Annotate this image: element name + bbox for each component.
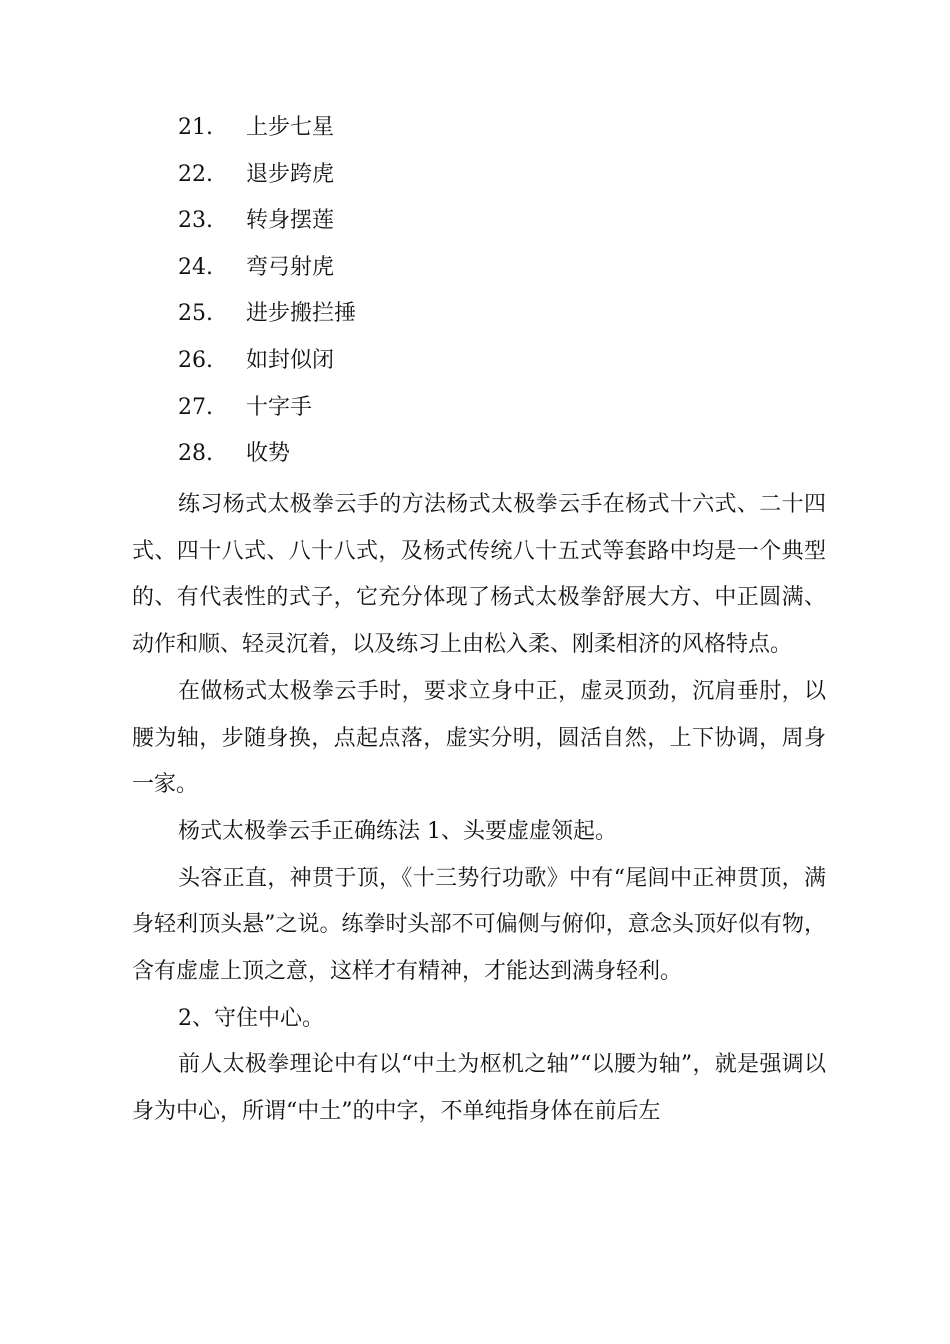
list-item-number: 26. <box>178 347 213 373</box>
paragraph-yunshou-requirements: 在做杨式太极拳云手时，要求立身中正，虚灵顶劲，沉肩垂肘，以腰为轴，步随身换，点起点落，虚实分明，圆活自然，上下协调，周身一家。 <box>132 678 826 798</box>
list-item-text: 如封似闭 <box>246 347 335 373</box>
list-item <box>178 431 356 478</box>
list-item-number: 28. <box>178 441 213 467</box>
list-item <box>178 245 356 292</box>
list-item-number: 27. <box>178 394 213 420</box>
list-item-text: 十字手 <box>246 394 313 420</box>
list-item <box>178 291 356 338</box>
list-item-text: 进步搬拦捶 <box>246 301 357 327</box>
numbered-list <box>178 105 356 478</box>
list-item-text: 弯弓射虎 <box>246 254 335 280</box>
list-item <box>178 152 356 199</box>
paragraph-head-posture: 头容正直，神贯于顶，《十三势行功歌》中有“尾闾中正神贯顶，满身轻利顶头悬”之说。练拳时头部不可偏侧与俯仰，意念头顶好似有物，含有虚虚上顶之意，这样才有精神，才能达到满身轻利。 <box>132 865 826 985</box>
list-item <box>178 338 356 385</box>
list-item-number: 21. <box>178 115 213 140</box>
paragraph-correct-method-heading: 杨式太极拳云手正确练法 1、头要虚虚领起。 <box>178 818 617 844</box>
list-item-text: 退步跨虎 <box>246 161 335 187</box>
list-item-number: 25. <box>178 301 213 327</box>
list-item-number: 23. <box>178 208 213 234</box>
paragraph-yunshou-intro: 练习杨式太极拳云手的方法杨式太极拳云手在杨式十六式、二十四式、四十八式、八十八式，及杨式传统八十五式等套路中均是一个典型的、有代表性的式子，它充分体现了杨式太极拳舒展大方、中正圆满、动作和顺、轻灵沉着，以及练习上由松入柔、刚柔相济的风格特点。 <box>132 492 826 658</box>
list-item <box>178 385 356 432</box>
paragraph-center-theory: 前人太极拳理论中有以“中土为枢机之轴”“以腰为轴”，就是强调以身为中心，所谓“中土”的中字，不单纯指身体在前后左 <box>132 1052 826 1125</box>
list-item <box>178 105 356 152</box>
paragraph-keep-center-heading: 2、守住中心。 <box>178 1005 324 1031</box>
list-item-number: 24. <box>178 254 213 280</box>
list-item-text: 上步七星 <box>246 115 335 140</box>
list-item-number: 22. <box>178 161 213 187</box>
list-item <box>178 198 356 245</box>
list-item-text: 收势 <box>246 441 291 467</box>
list-item-text: 转身摆莲 <box>246 208 335 234</box>
body-text <box>132 482 826 1136</box>
